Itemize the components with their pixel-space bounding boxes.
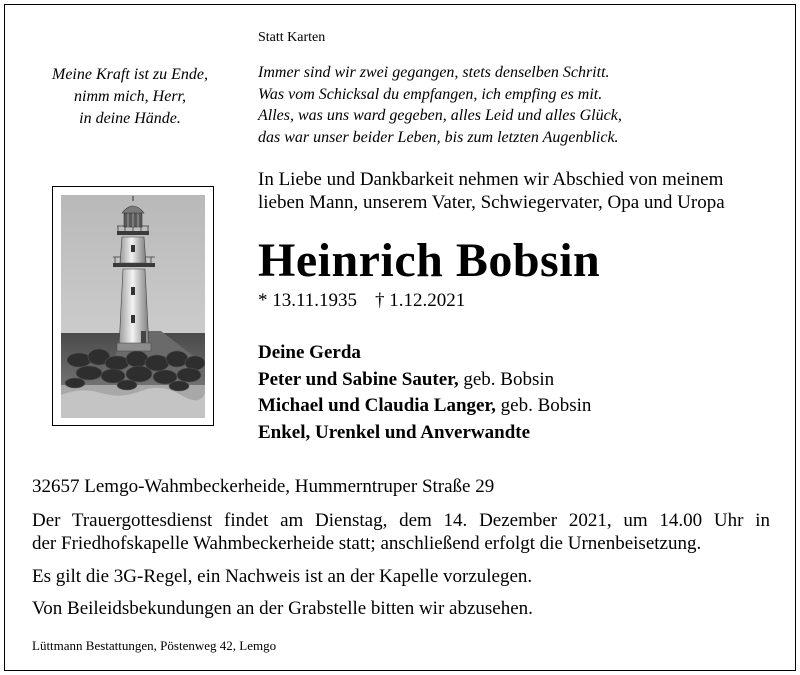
funeral-home-footer: Lüttmann Bestattungen, Pöstenweg 42, Lemgo	[32, 638, 277, 653]
intro-text	[258, 168, 788, 214]
intro-line: In Liebe und Dankbarkeit nehmen wir Abschied von meinem	[258, 169, 724, 190]
mourner-row	[258, 420, 788, 447]
lighthouse-image	[61, 195, 205, 418]
service-line: der Friedhofskapelle Wahmbeckerheide statt; anschließend erfolgt die Urnenbeisetzung.	[32, 533, 702, 554]
mourner-name: Peter und Sabine Sauter,	[258, 368, 459, 390]
3g-rule-notice: Es gilt die 3G-Regel, ein Nachweis ist an der Kapelle vorzulegen.	[32, 566, 533, 587]
mourner-row	[258, 367, 788, 394]
left-verse-line: Meine Kraft ist zu Ende,	[52, 66, 208, 83]
statt-karten-label: Statt Karten	[258, 30, 326, 45]
mourner-name: Michael und Claudia Langer,	[258, 395, 496, 416]
right-verse-line: das war unser beider Leben, bis zum letzten Augenblick.	[258, 128, 619, 146]
mourner-row	[258, 393, 788, 420]
family-address: 32657 Lemgo-Wahmbeckerheide, Hummerntruper Straße 29	[32, 476, 495, 497]
right-verse-line: Alles, was uns ward gegeben, alles Leid und alles Glück,	[258, 107, 622, 124]
service-info	[32, 509, 770, 555]
mourner-name: Deine Gerda	[258, 342, 361, 363]
condolence-notice: Von Beileidsbekundungen an der Grabstelle bitten wir abzusehen.	[32, 598, 533, 619]
left-verse	[32, 64, 228, 130]
intro-line: lieben Mann, unserem Vater, Schwiegervater, Opa und Uropa	[258, 192, 725, 213]
death-date: † 1.12.2021	[375, 290, 466, 311]
mourners-list	[258, 340, 788, 446]
deceased-name: Heinrich Bobsin	[258, 234, 601, 287]
mourner-suffix: geb. Bobsin	[495, 395, 592, 416]
life-dates	[258, 290, 465, 312]
mourner-suffix: geb. Bobsin	[458, 368, 555, 390]
right-verse-line: Immer sind wir zwei gegangen, stets denselben Schritt.	[258, 64, 610, 81]
mourner-name: Enkel, Urenkel und Anverwandte	[258, 421, 531, 443]
mourner-row	[258, 340, 788, 367]
right-verse-line: Was vom Schicksal du empfangen, ich empfing es mit.	[258, 85, 603, 103]
birth-date: * 13.11.1935	[258, 290, 358, 311]
right-verse	[258, 62, 778, 148]
lighthouse-photo	[52, 186, 214, 426]
service-line: Der Trauergottesdienst findet am Dienstag, dem 14. Dezember 2021, um 14.00 Uhr in	[32, 510, 770, 531]
left-verse-line: nimm mich, Herr,	[74, 88, 186, 105]
left-verse-line: in deine Hände.	[79, 110, 181, 127]
